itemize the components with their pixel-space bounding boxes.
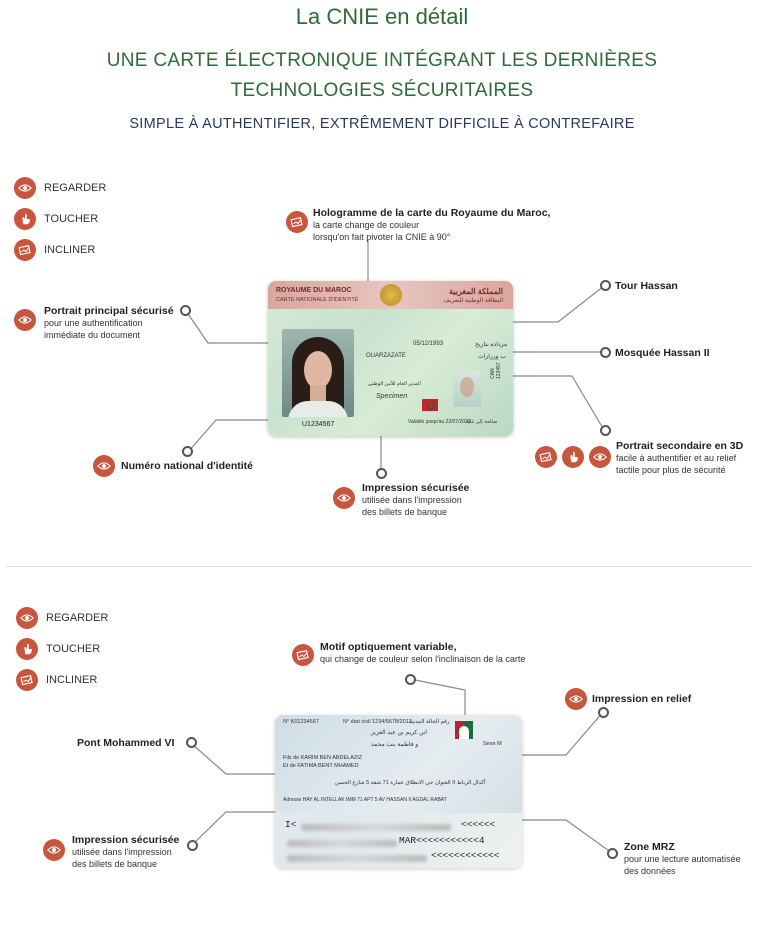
callout-title: Portrait secondaire en 3D (616, 440, 744, 452)
eye-icon (589, 446, 611, 468)
cnie-front-card (268, 281, 513, 436)
card-header-fr: ROYAUME DU MAROC (276, 287, 352, 294)
callout-motif: Motif optiquement variable, qui change de couleur selon l'inclinaison de la carte (320, 641, 526, 664)
callout-title: Hologramme de la carte du Royaume du Maroc, (313, 207, 551, 219)
card-number: U1234567 (302, 421, 335, 428)
callout-secure-print-back: Impression sécurisée utilisée dans l'impression des billets de banque (72, 834, 180, 869)
mrz-line-2: MAR<<<<<<<<<<<4 (399, 835, 485, 846)
cnie-back-card (275, 715, 522, 868)
tilt-icon (535, 446, 557, 468)
card-header-ar-sub: البطاقة الوطنية للتعريف (443, 298, 503, 304)
legend-front-tilt (14, 239, 95, 261)
validity-ar: صالحة إلى غاية (466, 419, 498, 425)
callout-title: Impression en relief (592, 693, 692, 705)
legend-label: REGARDER (46, 612, 109, 624)
callout-title: Tour Hassan (615, 280, 678, 292)
eye-icon (43, 839, 65, 861)
father-ar: ابن كريم بن عبد العزيز (371, 730, 427, 736)
birth-place: OUARZAZATE (366, 353, 406, 359)
tilt-icon (16, 669, 38, 691)
callout-dot (600, 347, 611, 358)
page-tagline: SIMPLE À AUTHENTIFIER, EXTRÊMEMENT DIFFICILE À CONTREFAIRE (129, 116, 635, 132)
id-number: N° K01234567 (283, 719, 319, 725)
hand-touch-icon (562, 446, 584, 468)
callout-portrait-secondary: Portrait secondaire en 3D facile à authentifier et au relief tactile pour plus de sécurité (616, 440, 744, 475)
mrz-line-3: <<<<<<<<<<<< (431, 850, 500, 861)
sex: Sexe M (483, 741, 502, 747)
tilt-icon (14, 239, 36, 261)
secondary-portrait (453, 371, 481, 407)
callout-national-number (121, 460, 253, 472)
callout-title: Motif optiquement variable, (320, 641, 457, 653)
eye-icon (16, 607, 38, 629)
mrz-line-1: I< (285, 819, 297, 830)
civil-label-ar: رقم الحالة المدنية (409, 719, 450, 725)
tilt-icon (292, 644, 314, 666)
callout-dot (187, 840, 198, 851)
callout-title: Impression sécurisée (362, 482, 470, 494)
legend-label: TOUCHER (44, 213, 99, 225)
callout-dot (607, 848, 618, 859)
can-number: CAN 123457 (490, 362, 502, 379)
callout-tour-hassan (615, 280, 678, 292)
legend-front-look (14, 177, 106, 199)
main-portrait (282, 329, 354, 417)
legend-label: INCLINER (46, 674, 98, 686)
tilt-icon (286, 211, 308, 233)
card-header-fr-sub: CARTE NATIONALE D'IDENTITÉ (276, 297, 359, 303)
signature: Specimen (376, 393, 408, 400)
card-header-ar: المملكة المغربية (449, 287, 503, 296)
callout-dot (598, 707, 609, 718)
validity: Valable jusqu'au 22/07/2029 (408, 419, 471, 425)
callout-dot (186, 737, 197, 748)
morocco-flag-icon (422, 399, 438, 411)
callout-title: Zone MRZ (624, 841, 675, 853)
mrz-blur (287, 855, 427, 862)
callout-dot (180, 305, 191, 316)
address: Adresse HAY AL INTELLAK IMM 71 APT 5 AV HASSAN II AGDAL RABAT (283, 797, 447, 803)
father-name: Fils de KARIM BEN ABDELAZIZ (283, 755, 363, 761)
legend-label: REGARDER (44, 182, 107, 194)
callout-dot (405, 674, 416, 685)
birth-label-ar: مزدادة بتاريخ (475, 342, 508, 348)
callout-title: Portrait principal sécurisé (44, 305, 174, 317)
optically-variable-motif (455, 721, 473, 739)
mrz-line-1-end: <<<<<< (461, 819, 496, 830)
birth-place-ar: ب ورزازات (478, 354, 506, 360)
page-subtitle: UNE CARTE ÉLECTRONIQUE INTÉGRANT LES DERNIÈRES TECHNOLOGIES SÉCURITAIRES (106, 50, 658, 101)
callout-dot (600, 425, 611, 436)
legend-back-look (16, 607, 108, 629)
callout-title: Numéro national d'identité (121, 460, 254, 472)
callout-relief (592, 693, 691, 705)
eye-icon (14, 177, 36, 199)
callout-portrait-main: Portrait principal sécurisé pour une authentification immédiate du document (44, 305, 174, 340)
callout-hologram: Hologramme de la carte du Royaume du Maroc, la carte change de couleur lorsqu'on fait pivoter la CNIE à 90° (313, 207, 551, 242)
callout-secure-print-front: Impression sécurisée utilisée dans l'impression des billets de banque (362, 482, 470, 517)
callout-mosquee (615, 347, 710, 359)
address-ar: العنوان حي الانطلاق عمارة 71 شقة 5 شارع الحسن II أكدال الرباط (335, 780, 486, 786)
civil-number: N° état civil 1234/5678/2012 (343, 719, 412, 725)
legend-back-tilt (16, 669, 97, 691)
callout-pont (77, 737, 174, 749)
callout-title: Impression sécurisée (72, 834, 180, 846)
birth-date: 05/12/1993 (413, 341, 444, 347)
legend-front-touch (14, 208, 98, 230)
eye-icon (565, 688, 587, 710)
mrz-blur (287, 840, 397, 847)
eye-icon (333, 487, 355, 509)
mother-ar: و فاطمة بنت محمد (371, 742, 419, 748)
coat-of-arms-icon (380, 284, 402, 306)
hand-touch-icon (16, 638, 38, 660)
callout-title: Mosquée Hassan II (615, 347, 710, 359)
section-divider (6, 566, 752, 567)
hand-touch-icon (14, 208, 36, 230)
sign-label-ar: المدير العام للأمن الوطني (368, 381, 421, 387)
legend-label: TOUCHER (46, 643, 101, 655)
eye-icon (14, 309, 36, 331)
callout-title: Pont Mohammed VI (77, 737, 175, 749)
callout-dot (182, 446, 193, 457)
legend-label: INCLINER (44, 244, 96, 256)
callout-dot (600, 280, 611, 291)
legend-back-touch (16, 638, 100, 660)
callout-dot (376, 468, 387, 479)
mrz-blur (301, 824, 451, 831)
eye-icon (93, 455, 115, 477)
callout-mrz: Zone MRZ pour une lecture automatisée des données (624, 841, 741, 876)
mother-name: Et de FATIMA BENT MHAMED (283, 763, 359, 769)
page-title: La CNIE en détail (295, 4, 469, 29)
